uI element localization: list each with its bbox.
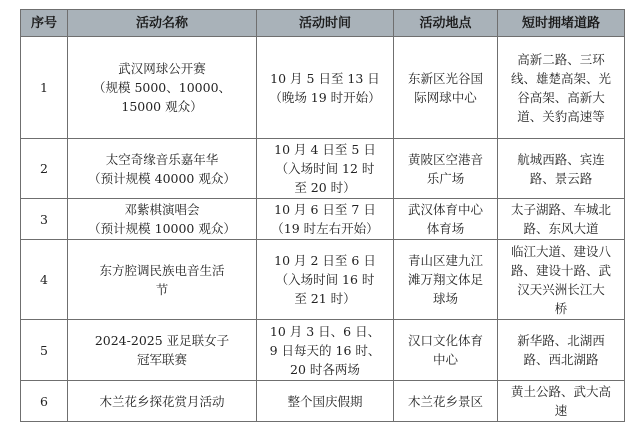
text-line: 武汉网球公开赛 xyxy=(118,61,206,76)
text-line: 节 xyxy=(155,281,169,297)
cell-event-place xyxy=(394,320,498,381)
cell-event-time xyxy=(257,320,394,381)
text-line: 冠军联赛 xyxy=(136,352,187,367)
text-line: 10 月 4 日至 5 日 xyxy=(274,142,376,157)
event-table-container xyxy=(20,9,625,422)
text-line: （入场时间 12 时 xyxy=(275,161,375,176)
text-line: （19 时左右开始） xyxy=(271,221,379,236)
cell-event-name xyxy=(68,381,257,422)
text-line: 太空奇缘音乐嘉年华 xyxy=(105,151,219,167)
cell-event-time xyxy=(257,381,394,422)
text-line: 东新区光谷国 xyxy=(407,70,483,86)
cell-congested-roads xyxy=(498,199,625,240)
text-line: 黄土公路、武大高 xyxy=(510,384,611,399)
text-line: 9 日每天的 16 时、 xyxy=(269,342,381,358)
cell-event-place xyxy=(394,199,498,240)
table-row xyxy=(21,381,625,422)
text-line: 10 月 5 日至 13 日 xyxy=(270,70,380,86)
text-line: （规模 5000、10000、 xyxy=(92,80,232,95)
cell-event-time xyxy=(257,199,394,240)
text-line: 高新二路、三环 xyxy=(517,51,605,67)
cell-event-place xyxy=(394,381,498,422)
cell-index: 3 xyxy=(21,199,68,240)
table-row xyxy=(21,139,625,199)
text-line: 球场 xyxy=(432,291,458,306)
text-line: 武汉体育中心 xyxy=(407,202,483,217)
cell-event-name xyxy=(68,240,257,320)
text-line: 新华路、北湖西 xyxy=(517,333,605,348)
cell-event-place xyxy=(394,139,498,199)
text-line: 道、关豹高速等 xyxy=(517,108,605,124)
text-line: 桥 xyxy=(554,300,568,316)
text-line: （预计规模 40000 观众） xyxy=(88,170,236,186)
text-line: 整个国庆假期 xyxy=(287,393,363,409)
text-line: 至 20 时） xyxy=(294,180,356,195)
cell-index: 5 xyxy=(21,320,68,381)
text-line: 青山区建九江 xyxy=(407,253,483,268)
text-line: 路、景云路 xyxy=(529,170,593,186)
cell-congested-roads xyxy=(498,240,625,320)
text-line: 太子湖路、车城北 xyxy=(510,202,611,217)
cell-event-name xyxy=(68,320,257,381)
text-line: 邓紫棋演唱会 xyxy=(124,202,200,217)
text-line: 汉口文化体育 xyxy=(407,333,483,348)
text-line: 汉天兴洲长江大 xyxy=(517,281,605,297)
text-line: 东方腔调民族电音生活 xyxy=(99,262,225,278)
cell-index: 2 xyxy=(21,139,68,199)
text-line: 10 月 6 日至 7 日 xyxy=(274,202,376,217)
table-row xyxy=(21,320,625,381)
text-line: 10 月 3 日、6 日、 xyxy=(269,323,381,339)
text-line: 20 时各两场 xyxy=(290,361,360,377)
text-line: 体育场 xyxy=(426,221,465,236)
cell-index: 1 xyxy=(21,37,68,139)
text-line: 中心 xyxy=(432,352,458,367)
text-line: 15000 观众） xyxy=(121,99,203,114)
text-line: 线、雄楚高架、光 xyxy=(510,70,611,86)
text-line: 路、西北湖路 xyxy=(523,352,599,367)
text-line: 10 月 2 日至 6 日 xyxy=(274,253,376,268)
header-row xyxy=(21,10,625,37)
text-line: 2024-2025 亚足联女子 xyxy=(94,333,230,348)
header-event-name: 活动名称 xyxy=(68,10,257,37)
text-line: 速 xyxy=(554,403,568,418)
text-line: 至 21 时） xyxy=(294,291,356,306)
cell-event-name xyxy=(68,37,257,139)
cell-event-time xyxy=(257,139,394,199)
cell-event-place xyxy=(394,240,498,320)
text-line: 际网球中心 xyxy=(414,89,477,105)
table-row xyxy=(21,37,625,139)
table-row xyxy=(21,240,625,320)
cell-event-time xyxy=(257,240,394,320)
cell-event-time xyxy=(257,37,394,139)
header-event-time: 活动时间 xyxy=(257,10,394,37)
text-line: 临江大道、建设八 xyxy=(510,243,611,259)
text-line: 木兰花乡景区 xyxy=(407,393,483,409)
cell-index: 4 xyxy=(21,240,68,320)
cell-congested-roads xyxy=(498,139,625,199)
text-line: （入场时间 16 时 xyxy=(275,272,375,287)
text-line: 路、建设十路、武 xyxy=(510,262,611,278)
text-line: 路、东风大道 xyxy=(523,221,599,236)
header-event-place: 活动地点 xyxy=(394,10,498,37)
header-index: 序号 xyxy=(21,10,68,37)
cell-congested-roads xyxy=(498,320,625,381)
text-line: 航城西路、宾连 xyxy=(517,151,605,167)
text-line: 滩万翔文体足 xyxy=(407,272,483,287)
table-row xyxy=(21,199,625,240)
cell-index: 6 xyxy=(21,381,68,422)
text-line: 黄陂区空港音 xyxy=(407,151,483,167)
text-line: （预计规模 10000 观众） xyxy=(88,221,236,236)
header-congested-roads: 短时拥堵道路 xyxy=(498,10,625,37)
text-line: （晚场 19 时开始） xyxy=(269,89,381,105)
cell-event-place xyxy=(394,37,498,139)
cell-congested-roads xyxy=(498,381,625,422)
text-line: 乐广场 xyxy=(426,170,465,186)
table-body xyxy=(21,37,625,422)
cell-congested-roads xyxy=(498,37,625,139)
cell-event-name xyxy=(68,199,257,240)
table-header xyxy=(21,10,625,37)
cell-event-name xyxy=(68,139,257,199)
text-line: 谷高架、高新大 xyxy=(517,89,605,105)
event-traffic-table xyxy=(20,9,625,422)
text-line: 木兰花乡探花赏月活动 xyxy=(99,393,225,409)
